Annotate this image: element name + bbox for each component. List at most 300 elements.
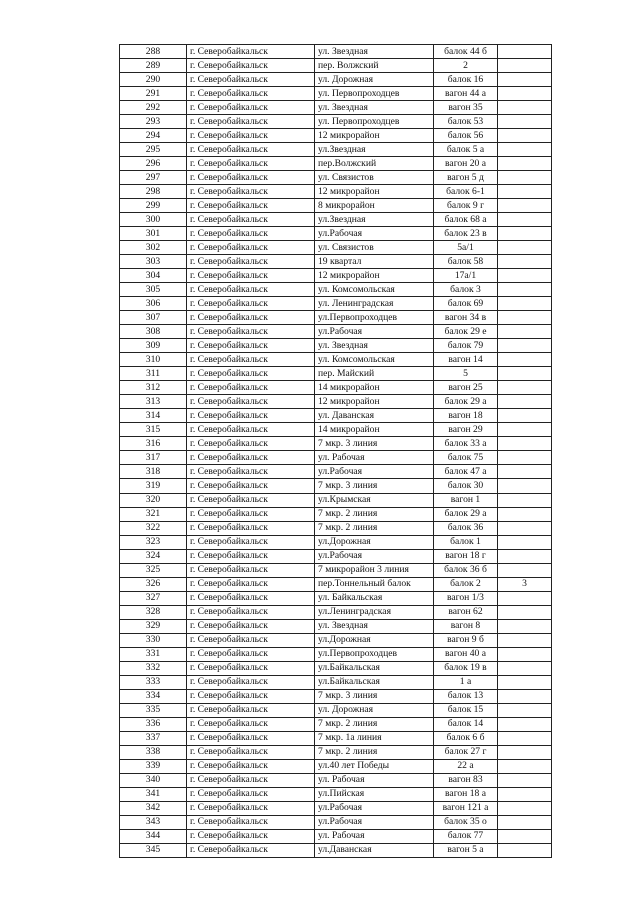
street-cell: 12 микрорайон xyxy=(315,269,434,283)
extra-cell xyxy=(498,283,552,297)
table-row xyxy=(120,381,552,395)
street-cell: ул. Первопроходцев xyxy=(315,115,434,129)
extra-cell xyxy=(498,409,552,423)
extra-cell xyxy=(498,115,552,129)
table-row xyxy=(120,745,552,759)
table-row xyxy=(120,115,552,129)
table-row xyxy=(120,45,552,59)
row-number-cell: 321 xyxy=(120,507,187,521)
city-cell: г. Северобайкальск xyxy=(187,101,315,115)
table-row xyxy=(120,633,552,647)
table-row xyxy=(120,157,552,171)
extra-cell xyxy=(498,647,552,661)
city-cell: г. Северобайкальск xyxy=(187,549,315,563)
city-cell: г. Северобайкальск xyxy=(187,129,315,143)
table-row xyxy=(120,353,552,367)
extra-cell xyxy=(498,171,552,185)
extra-cell xyxy=(498,339,552,353)
street-cell: ул. Связистов xyxy=(315,171,434,185)
extra-cell xyxy=(498,717,552,731)
street-cell: пер.Тоннельный балок xyxy=(315,577,434,591)
street-cell: ул. Звездная xyxy=(315,619,434,633)
street-cell: ул.40 лет Победы xyxy=(315,759,434,773)
house-cell: 2 xyxy=(434,59,498,73)
city-cell: г. Северобайкальск xyxy=(187,843,315,857)
street-cell: ул. Рабочая xyxy=(315,829,434,843)
extra-cell xyxy=(498,703,552,717)
row-number-cell: 326 xyxy=(120,577,187,591)
house-cell: 22 а xyxy=(434,759,498,773)
table-row xyxy=(120,255,552,269)
table-row xyxy=(120,185,552,199)
house-cell: вагон 29 xyxy=(434,423,498,437)
row-number-cell: 331 xyxy=(120,647,187,661)
row-number-cell: 337 xyxy=(120,731,187,745)
city-cell: г. Северобайкальск xyxy=(187,661,315,675)
extra-cell xyxy=(498,325,552,339)
table-row xyxy=(120,549,552,563)
table-row xyxy=(120,717,552,731)
street-cell: ул.Байкальская xyxy=(315,675,434,689)
table-row xyxy=(120,535,552,549)
city-cell: г. Северобайкальск xyxy=(187,199,315,213)
street-cell: ул. Звездная xyxy=(315,45,434,59)
house-cell: вагон 18 а xyxy=(434,787,498,801)
city-cell: г. Северобайкальск xyxy=(187,171,315,185)
city-cell: г. Северобайкальск xyxy=(187,255,315,269)
street-cell: 7 мкр. 3 линия xyxy=(315,689,434,703)
extra-cell xyxy=(498,437,552,451)
house-cell: вагон 83 xyxy=(434,773,498,787)
house-cell: балок 19 в xyxy=(434,661,498,675)
street-cell: 14 микрорайон xyxy=(315,423,434,437)
street-cell: 7 мкр. 3 линия xyxy=(315,437,434,451)
extra-cell xyxy=(498,633,552,647)
city-cell: г. Северобайкальск xyxy=(187,731,315,745)
house-cell: балок 29 а xyxy=(434,507,498,521)
city-cell: г. Северобайкальск xyxy=(187,213,315,227)
house-cell: балок 58 xyxy=(434,255,498,269)
city-cell: г. Северобайкальск xyxy=(187,479,315,493)
table-row xyxy=(120,367,552,381)
street-cell: ул.Первопроходцев xyxy=(315,647,434,661)
extra-cell xyxy=(498,227,552,241)
street-cell: ул. Даванская xyxy=(315,409,434,423)
extra-cell xyxy=(498,787,552,801)
street-cell: пер. Волжский xyxy=(315,59,434,73)
row-number-cell: 305 xyxy=(120,283,187,297)
house-cell: балок 16 xyxy=(434,73,498,87)
street-cell: пер. Майский xyxy=(315,367,434,381)
row-number-cell: 336 xyxy=(120,717,187,731)
house-cell: 17а/1 xyxy=(434,269,498,283)
city-cell: г. Северобайкальск xyxy=(187,227,315,241)
street-cell: ул.Рабочая xyxy=(315,325,434,339)
row-number-cell: 329 xyxy=(120,619,187,633)
house-cell: вагон 1 xyxy=(434,493,498,507)
house-cell: балок 9 г xyxy=(434,199,498,213)
extra-cell xyxy=(498,381,552,395)
extra-cell xyxy=(498,213,552,227)
city-cell: г. Северобайкальск xyxy=(187,437,315,451)
house-cell: балок 29 а xyxy=(434,395,498,409)
table-row xyxy=(120,703,552,717)
table-row xyxy=(120,227,552,241)
city-cell: г. Северобайкальск xyxy=(187,633,315,647)
table-row xyxy=(120,465,552,479)
extra-cell xyxy=(498,507,552,521)
table-row xyxy=(120,591,552,605)
house-cell: балок 30 xyxy=(434,479,498,493)
row-number-cell: 306 xyxy=(120,297,187,311)
city-cell: г. Северобайкальск xyxy=(187,59,315,73)
table-row xyxy=(120,283,552,297)
house-cell: балок 69 xyxy=(434,297,498,311)
table-row xyxy=(120,297,552,311)
row-number-cell: 311 xyxy=(120,367,187,381)
row-number-cell: 294 xyxy=(120,129,187,143)
row-number-cell: 296 xyxy=(120,157,187,171)
address-table-body xyxy=(120,45,552,858)
row-number-cell: 323 xyxy=(120,535,187,549)
row-number-cell: 319 xyxy=(120,479,187,493)
street-cell: ул. Связистов xyxy=(315,241,434,255)
table-row xyxy=(120,563,552,577)
house-cell: балок 77 xyxy=(434,829,498,843)
table-row xyxy=(120,661,552,675)
row-number-cell: 314 xyxy=(120,409,187,423)
street-cell: ул. Комсомольская xyxy=(315,283,434,297)
table-row xyxy=(120,801,552,815)
row-number-cell: 330 xyxy=(120,633,187,647)
city-cell: г. Северобайкальск xyxy=(187,563,315,577)
extra-cell xyxy=(498,563,552,577)
city-cell: г. Северобайкальск xyxy=(187,87,315,101)
row-number-cell: 322 xyxy=(120,521,187,535)
street-cell: 12 микрорайон xyxy=(315,129,434,143)
extra-cell xyxy=(498,45,552,59)
row-number-cell: 328 xyxy=(120,605,187,619)
street-cell: ул. Рабочая xyxy=(315,773,434,787)
house-cell: балок 3 xyxy=(434,283,498,297)
extra-cell xyxy=(498,745,552,759)
row-number-cell: 313 xyxy=(120,395,187,409)
row-number-cell: 289 xyxy=(120,59,187,73)
extra-cell xyxy=(498,801,552,815)
house-cell: вагон 62 xyxy=(434,605,498,619)
city-cell: г. Северобайкальск xyxy=(187,367,315,381)
row-number-cell: 303 xyxy=(120,255,187,269)
table-row xyxy=(120,787,552,801)
row-number-cell: 316 xyxy=(120,437,187,451)
extra-cell xyxy=(498,395,552,409)
row-number-cell: 325 xyxy=(120,563,187,577)
street-cell: ул.Рабочая xyxy=(315,549,434,563)
city-cell: г. Северобайкальск xyxy=(187,283,315,297)
row-number-cell: 297 xyxy=(120,171,187,185)
street-cell: 19 квартал xyxy=(315,255,434,269)
house-cell: вагон 40 а xyxy=(434,647,498,661)
table-row xyxy=(120,731,552,745)
extra-cell xyxy=(498,535,552,549)
city-cell: г. Северобайкальск xyxy=(187,703,315,717)
extra-cell xyxy=(498,465,552,479)
city-cell: г. Северобайкальск xyxy=(187,815,315,829)
extra-cell xyxy=(498,185,552,199)
city-cell: г. Северобайкальск xyxy=(187,801,315,815)
city-cell: г. Северобайкальск xyxy=(187,787,315,801)
house-cell: вагон 1/3 xyxy=(434,591,498,605)
city-cell: г. Северобайкальск xyxy=(187,535,315,549)
table-row xyxy=(120,171,552,185)
table-row xyxy=(120,101,552,115)
extra-cell xyxy=(498,479,552,493)
street-cell: ул.Ленинградская xyxy=(315,605,434,619)
row-number-cell: 332 xyxy=(120,661,187,675)
row-number-cell: 339 xyxy=(120,759,187,773)
house-cell: балок 53 xyxy=(434,115,498,129)
table-row xyxy=(120,815,552,829)
street-cell: ул. Рабочая xyxy=(315,451,434,465)
row-number-cell: 324 xyxy=(120,549,187,563)
street-cell: ул.Звездная xyxy=(315,213,434,227)
house-cell: балок 36 б xyxy=(434,563,498,577)
extra-cell xyxy=(498,157,552,171)
city-cell: г. Северобайкальск xyxy=(187,297,315,311)
row-number-cell: 312 xyxy=(120,381,187,395)
table-row xyxy=(120,843,552,857)
row-number-cell: 344 xyxy=(120,829,187,843)
row-number-cell: 345 xyxy=(120,843,187,857)
table-row xyxy=(120,829,552,843)
extra-cell xyxy=(498,619,552,633)
city-cell: г. Северобайкальск xyxy=(187,241,315,255)
house-cell: балок 23 в xyxy=(434,227,498,241)
city-cell: г. Северобайкальск xyxy=(187,45,315,59)
house-cell: 1 а xyxy=(434,675,498,689)
address-table xyxy=(119,44,552,858)
house-cell: вагон 18 г xyxy=(434,549,498,563)
table-row xyxy=(120,269,552,283)
extra-cell xyxy=(498,731,552,745)
table-row xyxy=(120,479,552,493)
city-cell: г. Северобайкальск xyxy=(187,395,315,409)
table-row xyxy=(120,241,552,255)
street-cell: ул.Дорожная xyxy=(315,535,434,549)
extra-cell xyxy=(498,605,552,619)
city-cell: г. Северобайкальск xyxy=(187,269,315,283)
table-row xyxy=(120,59,552,73)
house-cell: балок 36 xyxy=(434,521,498,535)
house-cell: вагон 34 в xyxy=(434,311,498,325)
table-row xyxy=(120,339,552,353)
street-cell: ул. Ленинградская xyxy=(315,297,434,311)
house-cell: балок 79 xyxy=(434,339,498,353)
row-number-cell: 302 xyxy=(120,241,187,255)
city-cell: г. Северобайкальск xyxy=(187,185,315,199)
house-cell: балок 75 xyxy=(434,451,498,465)
house-cell: вагон 121 а xyxy=(434,801,498,815)
street-cell: 12 микрорайон xyxy=(315,395,434,409)
table-row xyxy=(120,437,552,451)
street-cell: ул.Байкальская xyxy=(315,661,434,675)
extra-cell xyxy=(498,199,552,213)
row-number-cell: 309 xyxy=(120,339,187,353)
house-cell: 5а/1 xyxy=(434,241,498,255)
house-cell: балок 44 б xyxy=(434,45,498,59)
extra-cell xyxy=(498,59,552,73)
city-cell: г. Северобайкальск xyxy=(187,157,315,171)
table-row xyxy=(120,325,552,339)
table-row xyxy=(120,87,552,101)
table-row xyxy=(120,619,552,633)
extra-cell xyxy=(498,423,552,437)
city-cell: г. Северобайкальск xyxy=(187,619,315,633)
extra-cell xyxy=(498,661,552,675)
house-cell: 5 xyxy=(434,367,498,381)
city-cell: г. Северобайкальск xyxy=(187,381,315,395)
street-cell: ул.Рабочая xyxy=(315,815,434,829)
street-cell: 12 микрорайон xyxy=(315,185,434,199)
street-cell: 7 мкр. 2 линия xyxy=(315,507,434,521)
row-number-cell: 333 xyxy=(120,675,187,689)
table-row xyxy=(120,605,552,619)
row-number-cell: 301 xyxy=(120,227,187,241)
extra-cell xyxy=(498,549,552,563)
house-cell: вагон 44 а xyxy=(434,87,498,101)
city-cell: г. Северобайкальск xyxy=(187,745,315,759)
street-cell: 7 мкр. 1а линия xyxy=(315,731,434,745)
row-number-cell: 298 xyxy=(120,185,187,199)
house-cell: балок 5 а xyxy=(434,143,498,157)
table-row xyxy=(120,129,552,143)
city-cell: г. Северобайкальск xyxy=(187,829,315,843)
table-row xyxy=(120,577,552,591)
house-cell: балок 6-1 xyxy=(434,185,498,199)
table-row xyxy=(120,409,552,423)
table-row xyxy=(120,773,552,787)
extra-cell xyxy=(498,493,552,507)
street-cell: ул. Дорожная xyxy=(315,703,434,717)
house-cell: вагон 25 xyxy=(434,381,498,395)
city-cell: г. Северобайкальск xyxy=(187,409,315,423)
row-number-cell: 342 xyxy=(120,801,187,815)
street-cell: 8 микрорайон xyxy=(315,199,434,213)
city-cell: г. Северобайкальск xyxy=(187,647,315,661)
extra-cell xyxy=(498,353,552,367)
house-cell: вагон 20 а xyxy=(434,157,498,171)
street-cell: ул. Звездная xyxy=(315,101,434,115)
extra-cell xyxy=(498,73,552,87)
street-cell: 7 мкр. 2 линия xyxy=(315,521,434,535)
table-row xyxy=(120,647,552,661)
house-cell: вагон 35 xyxy=(434,101,498,115)
city-cell: г. Северобайкальск xyxy=(187,773,315,787)
city-cell: г. Северобайкальск xyxy=(187,759,315,773)
street-cell: ул.Крымская xyxy=(315,493,434,507)
street-cell: ул.Дорожная xyxy=(315,633,434,647)
row-number-cell: 340 xyxy=(120,773,187,787)
row-number-cell: 335 xyxy=(120,703,187,717)
row-number-cell: 291 xyxy=(120,87,187,101)
house-cell: балок 35 о xyxy=(434,815,498,829)
extra-cell xyxy=(498,675,552,689)
house-cell: вагон 9 б xyxy=(434,633,498,647)
table-row xyxy=(120,689,552,703)
extra-cell xyxy=(498,759,552,773)
table-row xyxy=(120,143,552,157)
row-number-cell: 310 xyxy=(120,353,187,367)
row-number-cell: 290 xyxy=(120,73,187,87)
street-cell: ул. Комсомольская xyxy=(315,353,434,367)
city-cell: г. Северобайкальск xyxy=(187,339,315,353)
street-cell: ул.Рабочая xyxy=(315,465,434,479)
house-cell: вагон 18 xyxy=(434,409,498,423)
row-number-cell: 315 xyxy=(120,423,187,437)
table-row xyxy=(120,493,552,507)
row-number-cell: 308 xyxy=(120,325,187,339)
table-row xyxy=(120,759,552,773)
house-cell: вагон 8 xyxy=(434,619,498,633)
row-number-cell: 300 xyxy=(120,213,187,227)
house-cell: балок 14 xyxy=(434,717,498,731)
row-number-cell: 343 xyxy=(120,815,187,829)
city-cell: г. Северобайкальск xyxy=(187,507,315,521)
city-cell: г. Северобайкальск xyxy=(187,521,315,535)
extra-cell xyxy=(498,843,552,857)
house-cell: балок 2 xyxy=(434,577,498,591)
street-cell: ул. Дорожная xyxy=(315,73,434,87)
city-cell: г. Северобайкальск xyxy=(187,675,315,689)
house-cell: балок 68 а xyxy=(434,213,498,227)
row-number-cell: 327 xyxy=(120,591,187,605)
extra-cell xyxy=(498,521,552,535)
extra-cell xyxy=(498,241,552,255)
street-cell: ул.Рабочая xyxy=(315,227,434,241)
city-cell: г. Северобайкальск xyxy=(187,143,315,157)
extra-cell xyxy=(498,129,552,143)
city-cell: г. Северобайкальск xyxy=(187,717,315,731)
house-cell: балок 15 xyxy=(434,703,498,717)
city-cell: г. Северобайкальск xyxy=(187,577,315,591)
street-cell: ул.Пийская xyxy=(315,787,434,801)
house-cell: балок 56 xyxy=(434,129,498,143)
city-cell: г. Северобайкальск xyxy=(187,311,315,325)
street-cell: 14 микрорайон xyxy=(315,381,434,395)
table-row xyxy=(120,213,552,227)
house-cell: вагон 5 д xyxy=(434,171,498,185)
extra-cell xyxy=(498,311,552,325)
row-number-cell: 317 xyxy=(120,451,187,465)
extra-cell xyxy=(498,101,552,115)
row-number-cell: 304 xyxy=(120,269,187,283)
row-number-cell: 292 xyxy=(120,101,187,115)
street-cell: ул. Звездная xyxy=(315,339,434,353)
city-cell: г. Северобайкальск xyxy=(187,423,315,437)
extra-cell: 3 xyxy=(498,577,552,591)
city-cell: г. Северобайкальск xyxy=(187,465,315,479)
extra-cell xyxy=(498,773,552,787)
house-cell: балок 13 xyxy=(434,689,498,703)
row-number-cell: 320 xyxy=(120,493,187,507)
row-number-cell: 334 xyxy=(120,689,187,703)
house-cell: балок 47 а xyxy=(434,465,498,479)
street-cell: ул.Даванская xyxy=(315,843,434,857)
street-cell: 7 микрорайон 3 линия xyxy=(315,563,434,577)
row-number-cell: 338 xyxy=(120,745,187,759)
table-row xyxy=(120,675,552,689)
extra-cell xyxy=(498,143,552,157)
